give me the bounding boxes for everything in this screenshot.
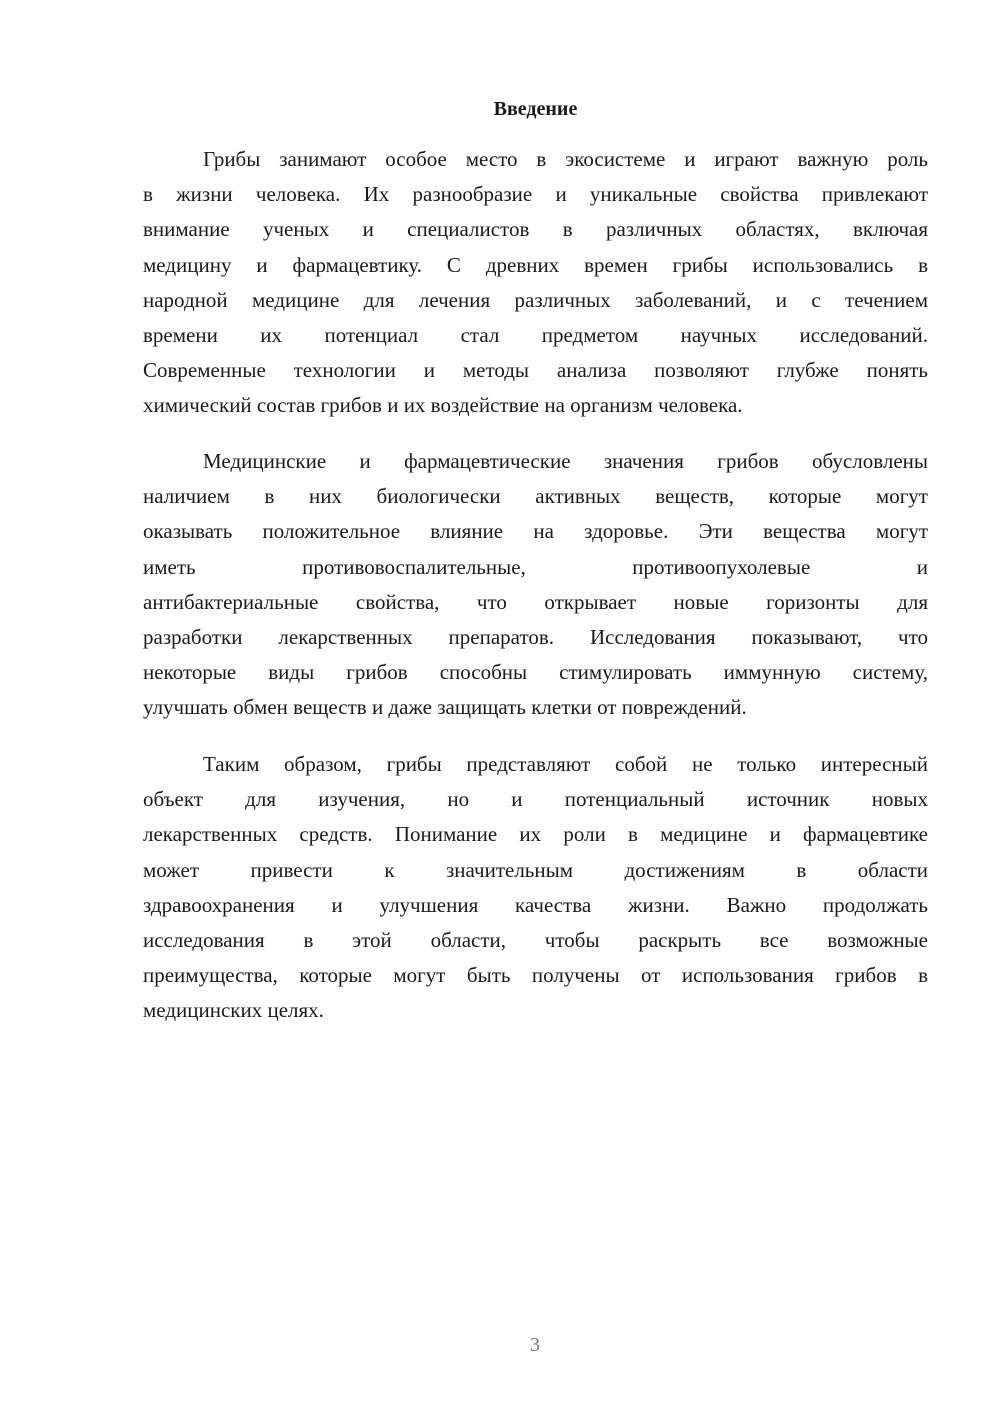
paragraph-1 — [143, 142, 928, 424]
text-line: исследования в этой области, чтобы раскрыть все возможные — [143, 927, 928, 952]
text-line: преимущества, которые могут быть получены от использования грибов в — [143, 963, 928, 988]
text-line: антибактериальные свойства, что открывает новые горизонты для — [143, 589, 928, 614]
text-line: времени их потенциал стал предметом научных исследований. — [143, 322, 928, 347]
text-line: Медицинские и фармацевтические значения грибов обусловлены — [203, 449, 928, 473]
text-line: Таким образом, грибы представляют собой не только интересный — [203, 752, 928, 776]
text-line: внимание ученых и специалистов в различных областях, включая — [143, 217, 928, 242]
text-line: Современные технологии и методы анализа позволяют глубже понять — [143, 358, 928, 383]
text-line: лекарственных средств. Понимание их роли в медицине и фармацевтике — [143, 822, 928, 847]
text-line: улучшать обмен веществ и даже защищать клетки от повреждений. — [143, 695, 747, 720]
paragraph-3 — [143, 747, 928, 1029]
section-title: Введение — [493, 98, 578, 120]
text-line: оказывать положительное влияние на здоровье. Эти вещества могут — [143, 519, 928, 544]
text-line: некоторые виды грибов способны стимулировать иммунную систему, — [143, 660, 928, 685]
text-line: медицину и фармацевтику. С древних времен грибы использовались в — [143, 252, 928, 277]
text-line: может привести к значительным достижениям в области — [143, 857, 928, 882]
text-line: народной медицине для лечения различных заболеваний, и с течением — [143, 287, 928, 312]
text-line: в жизни человека. Их разнообразие и уникальные свойства привлекают — [143, 182, 928, 207]
text-line: медицинских целях. — [143, 998, 324, 1023]
paragraph-2 — [143, 444, 928, 726]
page-number: 3 — [530, 1334, 540, 1356]
text-line: здравоохранения и улучшения качества жизни. Важно продолжать — [143, 892, 928, 917]
text-line: химический состав грибов и их воздействие на организм человека. — [143, 393, 743, 418]
text-line: Грибы занимают особое место в экосистеме и играют важную роль — [203, 147, 928, 171]
text-line: наличием в них биологически активных веществ, которые могут — [143, 484, 928, 509]
text-line: разработки лекарственных препаратов. Исследования показывают, что — [143, 624, 928, 649]
text-line: объект для изучения, но и потенциальный источник новых — [143, 787, 928, 812]
text-line: иметь противовоспалительные, противоопухолевые и — [143, 554, 928, 579]
